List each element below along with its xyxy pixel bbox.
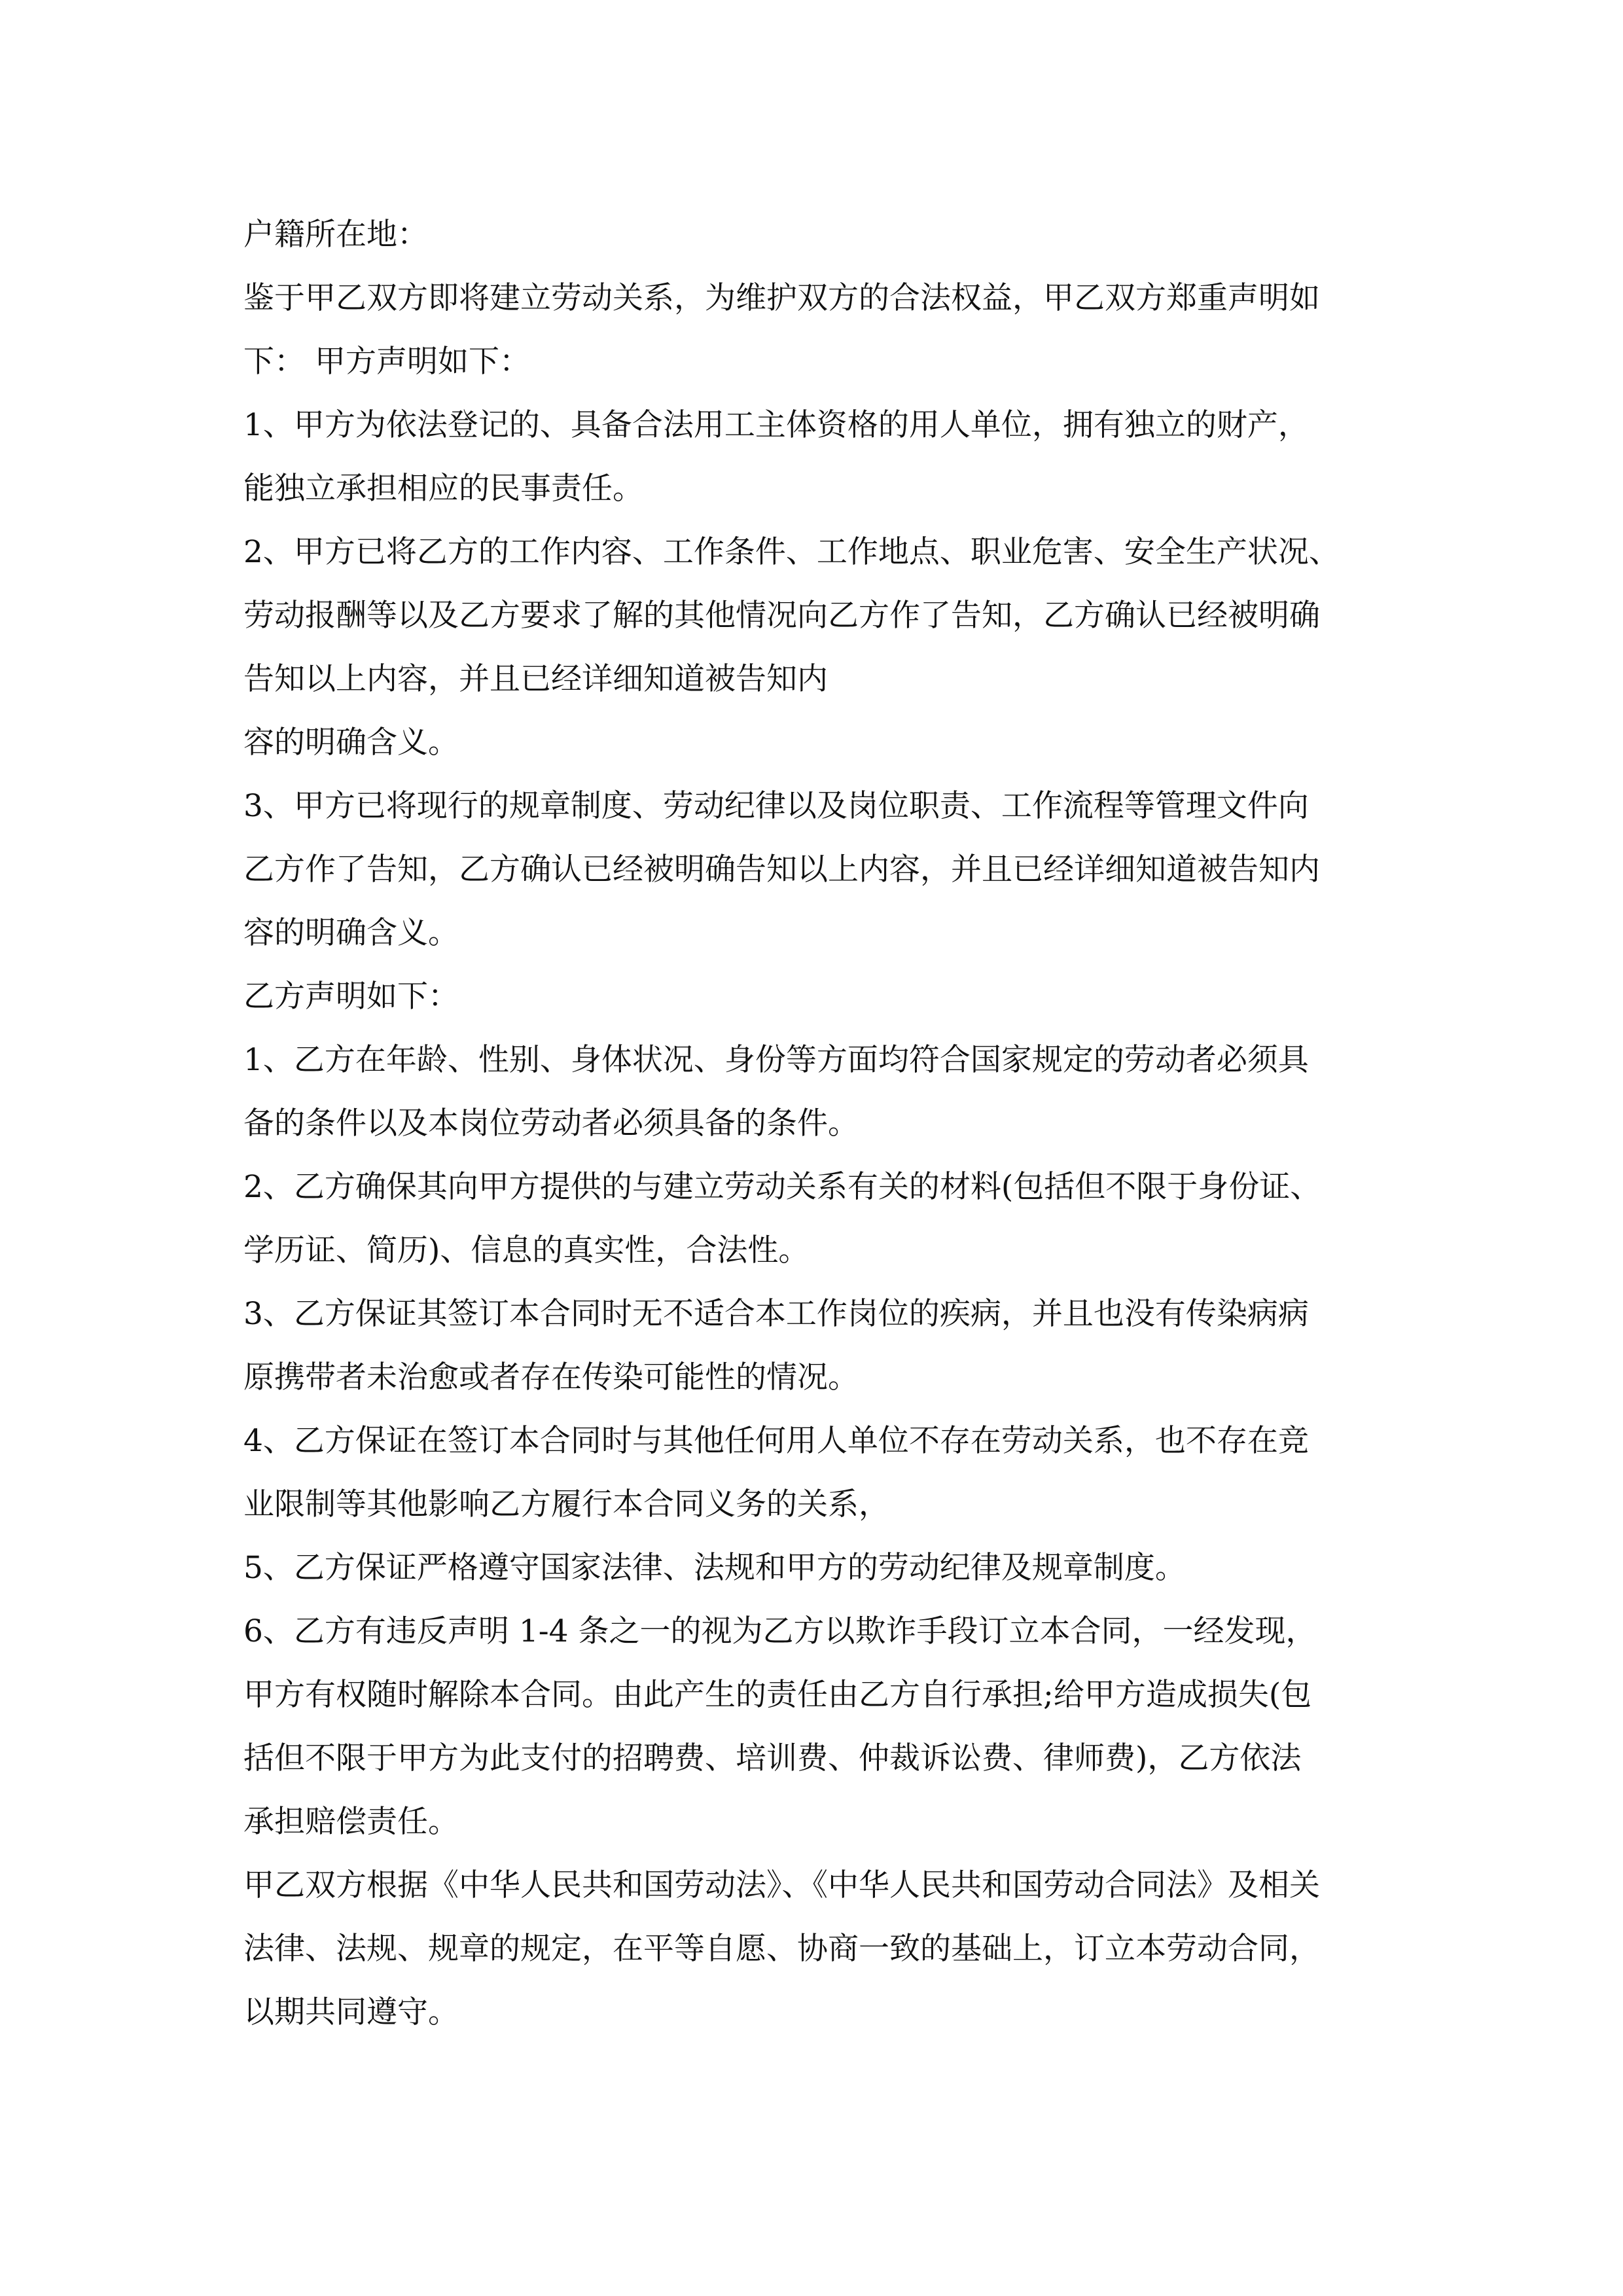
text-line: 以期共同遵守。 — [243, 1994, 459, 2030]
text-line: 3、甲方已将现行的规章制度、劳动纪律以及岗位职责、工作流程等管理文件向 — [243, 788, 1309, 824]
text-line: 学历证、简历)、信息的真实性，合法性。 — [243, 1232, 810, 1268]
document-body — [243, 203, 1395, 2044]
text-line: 劳动报酬等以及乙方要求了解的其他情况向乙方作了告知，乙方确认已经被明确 — [243, 598, 1320, 634]
text-line: 承担赔偿责任。 — [243, 1804, 459, 1840]
text-line: 容的明确含义。 — [243, 725, 459, 761]
text-line: 3、乙方保证其签订本合同时无不适合本工作岗位的疾病，并且也没有传染病病 — [243, 1296, 1309, 1332]
text-line: 1、甲方为依法登记的、具备合法用工主体资格的用人单位，拥有独立的财产， — [243, 407, 1309, 443]
text-line: 5、乙方保证严格遵守国家法律、法规和甲方的劳动纪律及规章制度。 — [243, 1550, 1186, 1586]
text-line: 括但不限于甲方为此支付的招聘费、培训费、仲裁诉讼费、律师费)，乙方依法 — [243, 1740, 1302, 1776]
text-line: 下： 甲方声明如下： — [243, 344, 530, 380]
text-line: 甲方有权随时解除本合同。由此产生的责任由乙方自行承担;给甲方造成损失(包 — [243, 1677, 1312, 1713]
text-line: 1、乙方在年龄、性别、身体状况、身份等方面均符合国家规定的劳动者必须具 — [243, 1042, 1309, 1078]
text-line: 乙方声明如下： — [243, 978, 459, 1014]
text-line: 2、甲方已将乙方的工作内容、工作条件、工作地点、职业危害、安全生产状况、 — [243, 534, 1340, 570]
text-line: 容的明确含义。 — [243, 915, 459, 951]
text-line: 4、乙方保证在签订本合同时与其他任何用人单位不存在劳动关系，也不存在竞 — [243, 1423, 1309, 1459]
text-line: 户籍所在地： — [243, 217, 428, 253]
text-line: 乙方作了告知，乙方确认已经被明确告知以上内容，并且已经详细知道被告知内 — [243, 852, 1320, 888]
text-line: 原携带者未治愈或者存在传染可能性的情况。 — [243, 1359, 859, 1395]
text-line: 甲乙双方根据《中华人民共和国劳动法》、《中华人民共和国劳动合同法》及相关 — [243, 1867, 1320, 1903]
text-line: 6、乙方有违反声明 1-4 条之一的视为乙方以欺诈手段订立本合同，一经发现， — [243, 1613, 1317, 1649]
text-line: 能独立承担相应的民事责任。 — [243, 471, 643, 507]
text-line: 业限制等其他影响乙方履行本合同义务的关系， — [243, 1486, 889, 1522]
text-line: 法律、法规、规章的规定，在平等自愿、协商一致的基础上，订立本劳动合同， — [243, 1931, 1320, 1967]
text-line: 告知以上内容，并且已经详细知道被告知内 — [243, 661, 828, 697]
text-line: 鉴于甲乙双方即将建立劳动关系，为维护双方的合法权益，甲乙双方郑重声明如 — [243, 280, 1320, 316]
text-line: 备的条件以及本岗位劳动者必须具备的条件。 — [243, 1105, 859, 1141]
text-line: 2、乙方确保其向甲方提供的与建立劳动关系有关的材料(包括但不限于身份证、 — [243, 1169, 1321, 1205]
